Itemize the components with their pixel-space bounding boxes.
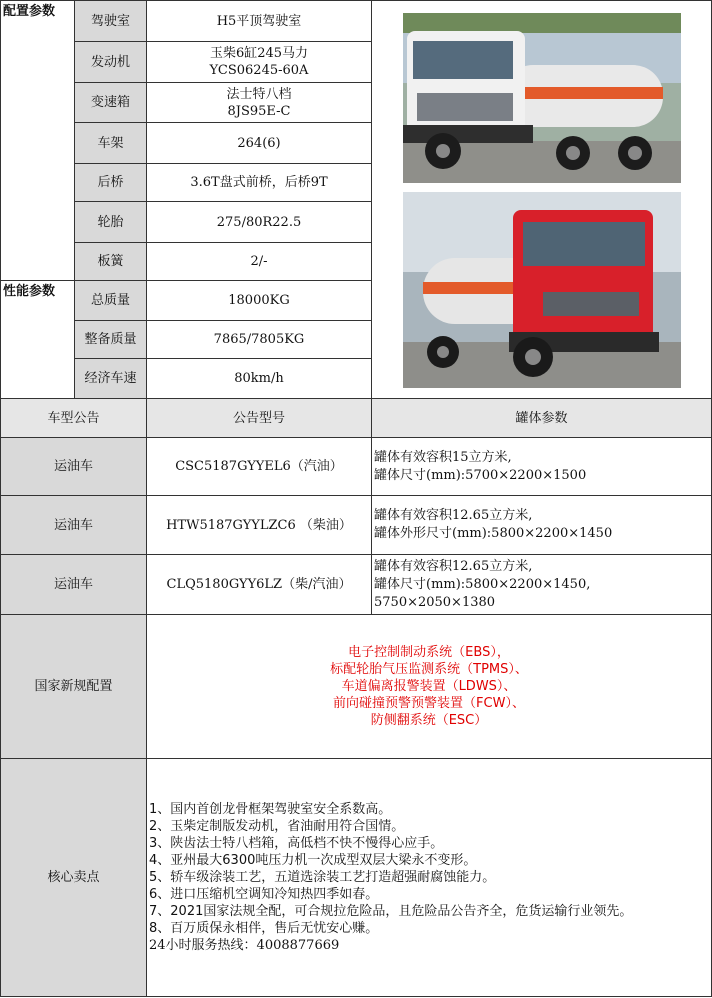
national-config-item: 标配轮胎气压监测系统（TPMS）、 xyxy=(330,662,528,677)
service-hotline: 24小时服务热线：4008877669 xyxy=(149,938,340,953)
photo-panel xyxy=(372,1,712,399)
config-value: H5平顶驾驶室 xyxy=(147,1,372,42)
selling-point: 4、亚州最大6300吨压力机一次成型双层大梁永不变形。 xyxy=(149,853,477,868)
selling-points-list xyxy=(147,759,712,997)
performance-value: 80km/h xyxy=(147,359,372,399)
tank-params: 罐体有效容积15立方米, 罐体尺寸(mm):5700×2200×1500 xyxy=(372,438,712,496)
national-config-list xyxy=(147,615,712,759)
config-label: 车架 xyxy=(75,123,147,164)
selling-point: 5、轿车级涂装工艺，五道选涂装工艺打造超强耐腐蚀能力。 xyxy=(149,870,496,885)
red-tanker-truck-photo xyxy=(403,192,681,388)
config-value: 3.6T盘式前桥，后桥9T xyxy=(147,164,372,202)
header-vehicle-type: 车型公告 xyxy=(1,399,147,438)
selling-points-label: 核心卖点 xyxy=(1,759,147,997)
config-value: 275/80R22.5 xyxy=(147,202,372,243)
header-notice-model: 公告型号 xyxy=(147,399,372,438)
notice-model: CSC5187GYYEL6（汽油） xyxy=(147,438,372,496)
config-value: 264(6) xyxy=(147,123,372,164)
header-tank-params: 罐体参数 xyxy=(372,399,712,438)
selling-point: 2、玉柴定制版发动机，省油耐用符合国情。 xyxy=(149,819,405,834)
notice-model: CLQ5180GYY6LZ（柴/汽油） xyxy=(147,555,372,615)
selling-point: 7、2021国家法规全配，可合规拉危险品，且危险品公告齐全，危货运输行业领先。 xyxy=(149,904,633,919)
performance-section-title: 性能参数 xyxy=(1,281,75,399)
selling-point: 8、百万质保永相伴，售后无忧安心赚。 xyxy=(149,921,379,936)
performance-value: 7865/7805KG xyxy=(147,321,372,359)
performance-label: 经济车速 xyxy=(75,359,147,399)
vehicle-type: 运油车 xyxy=(1,555,147,615)
performance-label: 整备质量 xyxy=(75,321,147,359)
config-label: 发动机 xyxy=(75,42,147,83)
config-value: 法士特八档 8JS95E-C xyxy=(147,83,372,123)
national-config-item: 车道偏离报警装置（LDWS）、 xyxy=(341,679,517,694)
tank-params: 罐体有效容积12.65立方米, 罐体外形尺寸(mm):5800×2200×1450 xyxy=(372,496,712,555)
config-label: 后桥 xyxy=(75,164,147,202)
config-label: 驾驶室 xyxy=(75,1,147,42)
selling-point: 1、国内首创龙骨框架驾驶室安全系数高。 xyxy=(149,802,392,817)
tank-params: 罐体有效容积12.65立方米, 罐体尺寸(mm):5800×2200×1450, 5750×2050×1380 xyxy=(372,555,712,615)
config-section-title: 配置参数 xyxy=(1,1,75,281)
config-value: 玉柴6缸245马力 YCS06245-60A xyxy=(147,42,372,83)
selling-point: 6、进口压缩机空调知冷知热四季如春。 xyxy=(149,887,379,902)
performance-label: 总质量 xyxy=(75,281,147,321)
notice-model: HTW5187GYYLZC6 （柴油） xyxy=(147,496,372,555)
vehicle-type: 运油车 xyxy=(1,438,147,496)
selling-point: 3、陕齿法士特八档箱，高低档不快不慢得心应手。 xyxy=(149,836,444,851)
config-label: 板簧 xyxy=(75,243,147,281)
config-label: 轮胎 xyxy=(75,202,147,243)
vehicle-type: 运油车 xyxy=(1,496,147,555)
national-config-item: 电子控制制动系统（EBS）， xyxy=(348,645,510,660)
config-value: 2/- xyxy=(147,243,372,281)
national-config-label: 国家新规配置 xyxy=(1,615,147,759)
performance-value: 18000KG xyxy=(147,281,372,321)
national-config-item: 前向碰撞预警预警装置（FCW）、 xyxy=(333,696,525,711)
white-tanker-truck-photo xyxy=(403,13,681,183)
national-config-item: 防侧翻系统（ESC） xyxy=(370,713,488,728)
config-label: 变速箱 xyxy=(75,83,147,123)
